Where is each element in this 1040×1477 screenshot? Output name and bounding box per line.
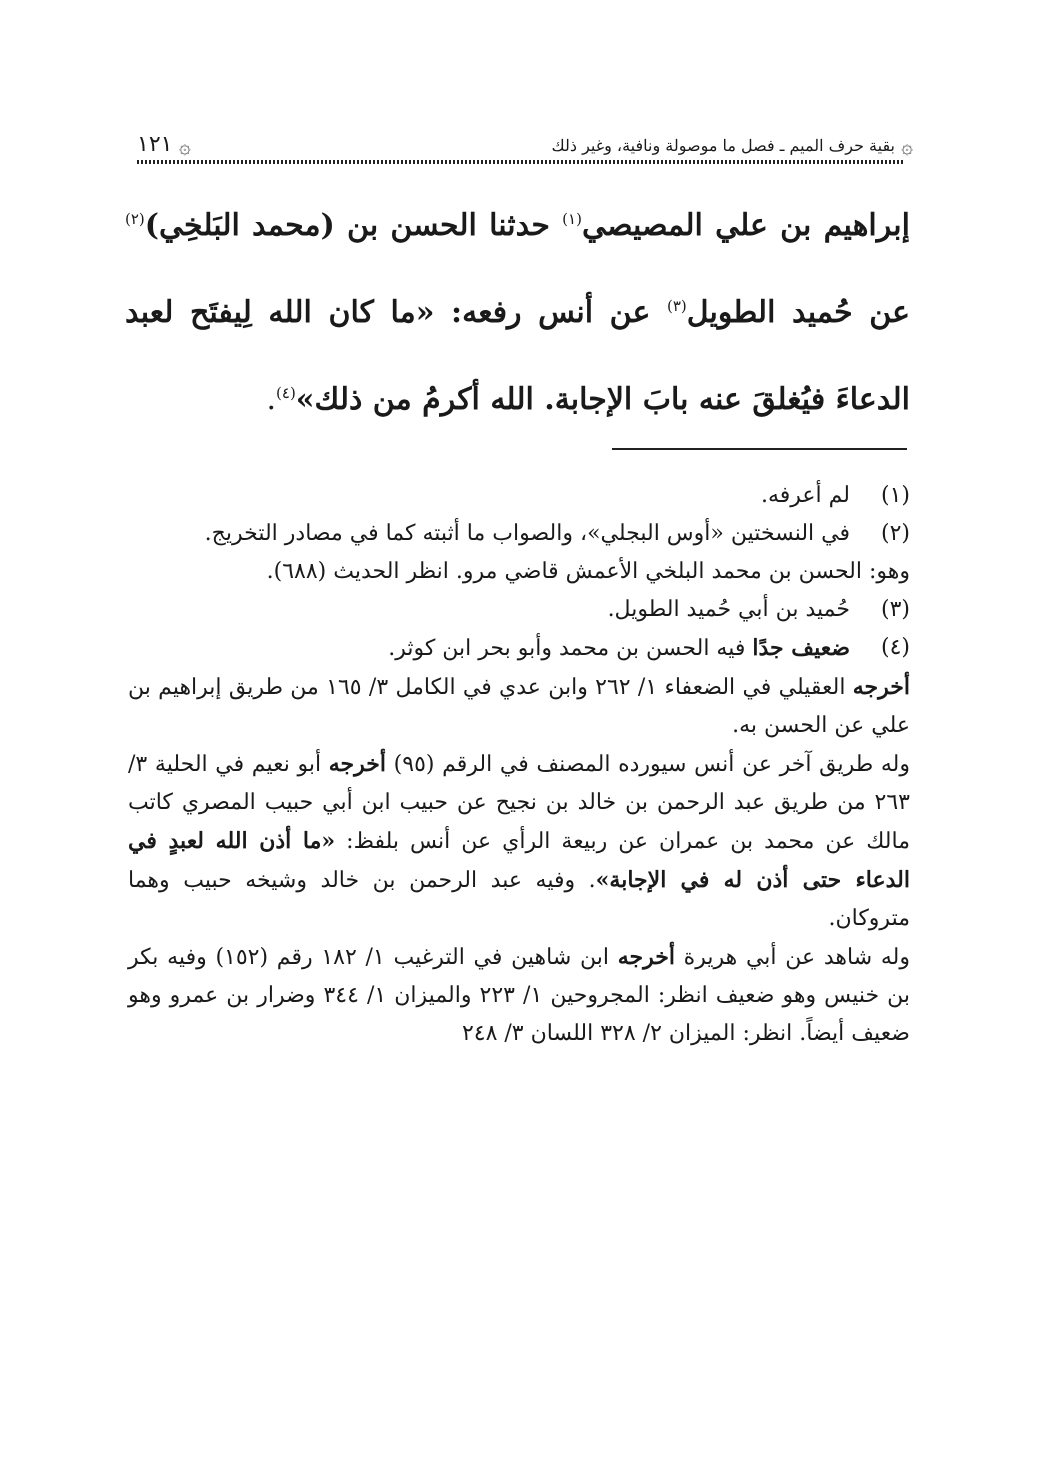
footnote-3 [128, 591, 910, 629]
footnote-text: في النسختين «أوس البجلي»، والصواب ما أثبته كما في مصادر التخريج. [204, 521, 850, 546]
footnote-number: (٢) [880, 521, 910, 546]
footnote-text [128, 629, 850, 668]
takhrij-paragraph-1 [128, 668, 910, 745]
isnad-part2: حدثنا الحسن بن (محمد البَلخِي) [144, 208, 563, 243]
footnote-1 [128, 477, 910, 515]
isnad-part4: عن أنس رفعه: [434, 295, 667, 330]
takhrij-keyword: أخرجه [328, 751, 386, 777]
takhrij-text: . وفيه عبد الرحمن بن خالد وشيخه حبيب وهما متروكان. [128, 868, 910, 931]
page-header [137, 132, 913, 166]
footnote-text: حُميد بن أبي حُميد الطويل. [607, 597, 850, 622]
footnote-number: (٣) [880, 597, 910, 622]
takhrij-text: وله طريق آخر عن أنس سيورده المصنف في الرقم (٩٥) [386, 752, 911, 777]
takhrij-quote: «ما أذن الله لعبدٍ في الدعاء حتى أذن له في الإجابة» [128, 828, 910, 893]
footnote-number: (٤) [880, 635, 910, 660]
footnote-ref-3[interactable]: (٣) [666, 297, 687, 315]
footnotes [128, 477, 910, 1053]
ornament-icon: ۞ [901, 134, 913, 158]
grading-reason: فيه الحسن بن محمد وأبو بحر ابن كوثر. [388, 636, 753, 661]
takhrij-paragraph-3 [128, 938, 910, 1053]
takhrij-paragraph-2 [128, 745, 910, 938]
footnote-ref-2[interactable]: (٢) [125, 210, 145, 228]
footnote-2 [128, 515, 910, 553]
takhrij-text: ابن شاهين في الترغيب ١/ ١٨٢ رقم (١٥٢) وفيه بكر بن خنيس وهو ضعيف انظر: المجروحين ١/ ٢٢٣ والميزان ١/ ٣٤٤ وضرار بن عمرو وهو ضعيف أيضاً. انظر: الميزان ٢/ ٣٢٨ اللسان ٣/ ٢٤٨ [128, 945, 910, 1046]
takhrij-keyword: أخرجه [852, 674, 911, 700]
footnote-ref-1[interactable]: (١) [562, 210, 582, 228]
footnote-ref-4[interactable]: (٤) [276, 384, 296, 402]
ornament-icon: ۞ [179, 134, 191, 158]
running-title: بقية حرف الميم ـ فصل ما موصولة ونافية، وغير ذلك [551, 136, 895, 155]
takhrij-text: وله شاهد عن أبي هريرة [674, 945, 910, 970]
takhrij-keyword: أخرجه [617, 944, 675, 970]
hadith-end: . [266, 382, 277, 417]
page-number: ١٢١ [137, 132, 173, 157]
footnote-2-continuation: وهو: الحسن بن محمد البلخي الأعمش قاضي مرو. انظر الحديث (٦٨٨). [266, 559, 910, 584]
hadith-matn: «ما كان الله لِيفتَح لعبد الدعاءَ فيُغلقَ عنه بابَ الإجابة. الله أكرمُ من ذلك» [125, 295, 910, 417]
hadith-text [125, 182, 910, 443]
takhrij-text: أبو نعيم في الحلية ٣/ ٢٦٣ من طريق عبد الرحمن بن خالد بن نجيح عن حبيب ابن أبي حبيب المصري كاتب مالك عن محمد بن عمران عن ربيعة الرأي عن أنس بلفظ: [128, 752, 910, 854]
footnote-number: (١) [880, 483, 910, 508]
footnote-separator [612, 448, 907, 450]
takhrij-text: العقيلي في الضعفاء ١/ ٢٦٢ وابن عدي في الكامل ٣/ ١٦٥ من طريق إبراهيم بن علي عن الحسن به. [128, 675, 910, 738]
footnote-4 [128, 629, 910, 668]
header-rule [137, 160, 905, 164]
footnote-text: لم أعرفه. [760, 483, 850, 508]
isnad-part1: إبراهيم بن علي المصيصي [581, 208, 910, 243]
isnad-part3: عن حُميد الطويل [686, 295, 911, 330]
grading: ضعيف جدًا [752, 635, 850, 661]
